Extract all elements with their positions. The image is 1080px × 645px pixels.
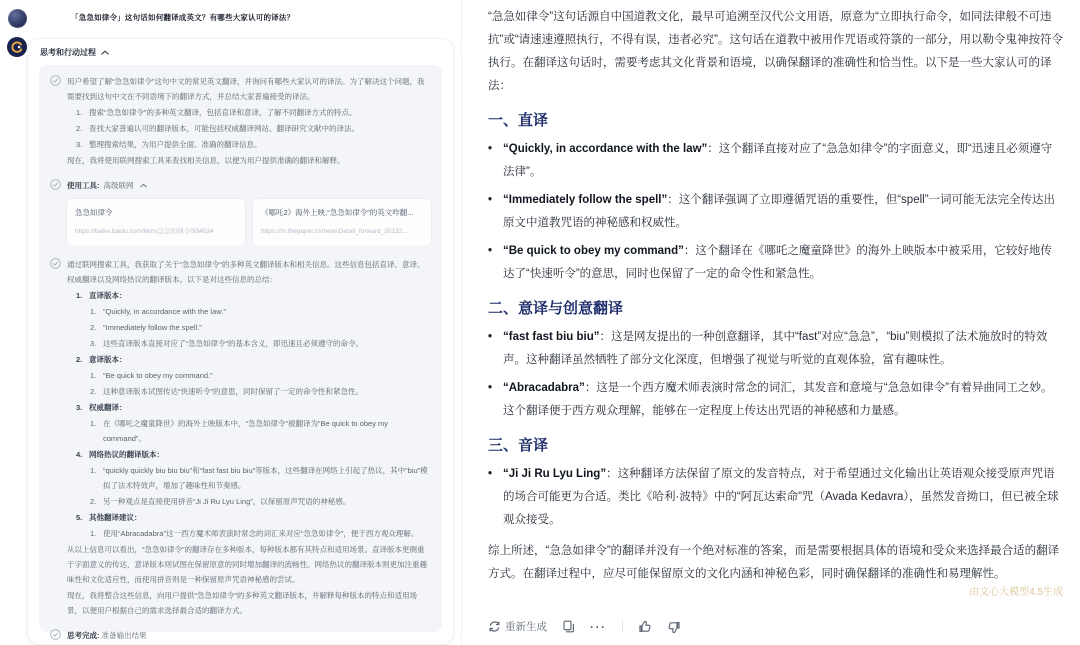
bullet-body: ：这是一个西方魔术师表演时常念的词汇，其发音和意境与“急急如律令”有着异曲同工之妙。这个翻译便于西方观众理解，能够在一定程度上传达出咒语的神秘感和力量感。 (503, 382, 1053, 417)
copy-button[interactable] (562, 620, 575, 633)
section-heading: 二、意译与创意翻译 (488, 300, 624, 317)
regenerate-label: 重新生成 (505, 621, 547, 633)
step-content (67, 73, 431, 169)
list-marker: 1. (76, 108, 83, 117)
step-list-item (67, 137, 431, 152)
list-marker: 1. (90, 466, 97, 475)
bullet-lead: “fast fast biu biu” (503, 331, 600, 343)
regenerate-button[interactable] (488, 619, 547, 634)
step-list-item (67, 368, 431, 383)
list-text: 这种意译版本试图传达“快速听令”的意思，同时保留了一定的命令性和紧急性。 (103, 387, 363, 396)
answer-bullet (488, 240, 1063, 286)
bullet-text (503, 326, 1063, 372)
bullet-lead: “Abracadabra” (503, 382, 585, 394)
step-list-item (67, 121, 431, 136)
list-text: “Be quick to obey my command.” (103, 371, 213, 380)
step-list-item (67, 494, 431, 509)
bullet-text (503, 463, 1063, 532)
list-text: 搜索“急急如律令”的多种英文翻译，包括直译和意译，了解不同翻译方式的特点。 (89, 108, 357, 117)
step-list-item (67, 400, 431, 415)
tool-use-row[interactable] (67, 178, 431, 193)
answer-bullet (488, 463, 1063, 532)
bullet-body: ：这个翻译直接对应了“急急如律令”的字面意义，即“迅速且必须遵守法律”。 (503, 143, 1053, 178)
assistant-avatar (7, 37, 27, 57)
bullet-dot-icon: • (488, 331, 493, 343)
step-paragraph: 从以上信息可以看出，“急急如律令”的翻译存在多种版本，每种版本都有其特点和适用场景。直译版本更侧重于字面意义的传达，意译版本则试图在保留原意的同时增加翻译的流畅性。网络热议的翻译版本则更加注重趣味性和文化适应性，而使用拼音则是一种保留原声咒语神秘感的尝试。 (67, 545, 427, 584)
source-url: https://m.thepaper.cn/newsDetail_forward_30132... (261, 228, 408, 235)
toolbar-divider (622, 620, 623, 633)
thinking-step (50, 177, 431, 248)
bullet-dot-icon: • (488, 468, 493, 480)
check-circle-icon (50, 179, 61, 190)
bullet-body: ：这个翻译在《哪吒之魔童降世》的海外上映版本中被采用，它较好地传达了“快速听令”的意思，同时也保留了一定的命令性和紧急性。 (503, 245, 1052, 280)
step-list-item (67, 510, 431, 525)
list-text: 权威翻译： (89, 403, 127, 412)
thinking-done-label: 思考完成: (67, 631, 102, 640)
bullet-text (503, 138, 1063, 184)
conversation-panel (0, 0, 461, 645)
thumbs-up-button[interactable] (638, 620, 652, 634)
check-circle-icon (50, 629, 61, 640)
thinking-step (50, 627, 431, 644)
chevron-up-icon (140, 183, 147, 188)
answer-bullet (488, 189, 1063, 235)
list-marker: 1. (90, 419, 97, 428)
check-circle-icon (50, 258, 61, 269)
thinking-step (50, 73, 431, 169)
source-title: 急急如律令 (75, 208, 113, 217)
list-marker: 3. (76, 403, 83, 412)
source-url: https://baike.baidu.com/item/急急如律令/934534 (75, 228, 214, 235)
chevron-up-icon (101, 50, 109, 55)
step-content (67, 177, 431, 248)
thinking-process-title: 思考和行动过程 (40, 48, 96, 57)
list-text: 另一种观点是直接使用拼音“Ji Ji Ru Lyu Ling”，以保留原声咒语的神秘感。 (103, 497, 351, 506)
model-watermark: 由文心大模型4.5生成 (969, 587, 1063, 598)
source-card[interactable] (67, 199, 245, 246)
bullet-lead: “Immediately follow the spell” (503, 194, 668, 206)
list-text: 使用“Abracadabra”这一西方魔术师表演时常念的词汇来对应“急急如律令”，便于西方观众理解。 (103, 529, 419, 538)
thinking-done-text: 准备输出结果 (101, 631, 147, 640)
answer-toolbar (488, 619, 681, 634)
thumbs-up-icon (638, 620, 652, 634)
list-marker: 1. (90, 529, 97, 538)
list-marker: 4. (76, 450, 83, 459)
bullet-body: ：这种翻译方法保留了原文的发音特点，对于希望通过文化输出让英语观众接受原声咒语的场合可能更为合适。类比《哈利·波特》中的“阿瓦达索命”咒（Avada Kedavra），虽然发音拗口，但已被全球观众接受。 (503, 468, 1059, 526)
bullet-dot-icon: • (488, 245, 493, 257)
answer-bullet (488, 138, 1063, 184)
list-text: 意译版本： (89, 355, 127, 364)
more-button[interactable] (590, 619, 607, 634)
list-text: 这些直译版本直接对应了“急急如律令”的基本含义，即迅速且必须遵守的命令。 (103, 339, 363, 348)
bullet-body: ：这是网友提出的一种创意翻译，其中“fast”对应“急急”，“biu”则模拟了法术施放时的特效声。这种翻译虽然牺牲了部分文化深度，但增强了视觉与听觉的直观体验，富有趣味性。 (503, 331, 1048, 366)
source-card[interactable] (253, 199, 431, 246)
step-list-item (67, 320, 431, 335)
list-text: “Quickly, in accordance with the law.” (103, 307, 226, 316)
list-text: 直译版本： (89, 291, 127, 300)
list-marker: 3. (76, 140, 83, 149)
section-heading: 三、音译 (488, 437, 549, 454)
list-marker: 3. (90, 339, 97, 348)
list-marker: 5. (76, 513, 83, 522)
step-list-item (67, 304, 431, 319)
step-paragraph: 用户希望了解“急急如律令”这句中文的常见英文翻译，并询问有哪些大家认可的译法。为了解决这个问题，我需要找到这句中文在不同语境下的翻译方式，并总结大家普遍接受的译法。 (67, 77, 425, 101)
list-marker: 2. (90, 323, 97, 332)
check-circle-icon (50, 75, 61, 86)
assistant-message-card (27, 38, 454, 645)
thinking-done-row (67, 628, 431, 643)
user-question: 「急急如律令」这句话如何翻译成英文？有哪些大家认可的译法？ (71, 13, 295, 22)
bullet-body: ：这个翻译强调了立即遵循咒语的重要性，但“spell”一词可能无法完全传达出原文中道教咒语的神秘感和权威性。 (503, 194, 1056, 229)
answer-intro: “急急如律令”这句话源自中国道教文化，最早可追溯至汉代公文用语，原意为“立即执行命令，如同法律般不可违抗”或“请速速遵照执行，不得有误，违者必究”。这句话在道教中被用作咒语或符箓的一部分，用以勒令鬼神按符令执行。在翻译这句话时，需要考虑其文化背景和语境，以确保翻译的准确性和恰当性。以下是一些大家认可的译法： (488, 11, 1063, 92)
step-list-item (67, 463, 431, 493)
list-text: 网络热议的翻译版本： (89, 450, 164, 459)
answer-conclusion: 综上所述，“急急如律令”的翻译并没有一个绝对标准的答案，而是需要根据具体的语境和受众来选择最合适的翻译方式。在翻译过程中，应尽可能保留原文的文化内涵和神秘色彩，同时确保翻译的准确性和易理解性。 (488, 545, 1060, 580)
answer-panel (461, 0, 1080, 645)
tool-use-value: 高级联网 (103, 181, 134, 190)
list-text: “quickly quickly biu biu biu”和“fast fast biu biu”等版本，这些翻译在网络上引起了热议，其中“biu”模拟了法术特效声，增加了趣味性和节奏感。 (103, 466, 428, 490)
step-paragraph: 现在，我将使用联网搜索工具来查找相关信息，以便为用户提供准确的翻译和解释。 (67, 156, 345, 165)
list-marker: 1. (90, 371, 97, 380)
list-marker: 2. (90, 497, 97, 506)
list-text: 查找大家普遍认可的翻译版本，可能包括权威翻译网站、翻译研究文献中的译法。 (89, 124, 359, 133)
step-paragraph: 现在，我将整合这些信息，向用户提供“急急如律令”的多种英文翻译版本，并解释每种版本的特点和适用场景，以便用户根据自己的需求选择最合适的翻译方式。 (67, 591, 417, 615)
step-list-item (67, 384, 431, 399)
step-list-item (67, 288, 431, 303)
step-list-item (67, 352, 431, 367)
bullet-lead: “Quickly, in accordance with the law” (503, 143, 708, 155)
answer-bullet (488, 377, 1063, 423)
tool-use-label: 使用工具: (67, 181, 100, 190)
section-heading: 一、直译 (488, 112, 549, 129)
bullet-lead: “Be quick to obey my command” (503, 245, 684, 257)
step-list-item (67, 416, 431, 446)
list-marker: 1. (76, 291, 83, 300)
bullet-dot-icon: • (488, 143, 493, 155)
step-list-item (67, 105, 431, 120)
step-list-item (67, 526, 431, 541)
step-content (67, 627, 431, 644)
bullet-text (503, 377, 1063, 423)
bullet-lead: “Ji Ji Ru Lyu Ling” (503, 468, 607, 480)
user-avatar (8, 9, 27, 28)
thumbs-down-icon (667, 620, 681, 634)
list-text: 其他翻译建议： (89, 513, 142, 522)
list-marker: 2. (76, 355, 83, 364)
answer-sections (488, 111, 1063, 532)
more-label: ··· (590, 619, 607, 634)
step-content (67, 256, 431, 619)
thinking-process-toggle[interactable] (40, 47, 109, 58)
list-marker: 2. (90, 387, 97, 396)
bullet-dot-icon: • (488, 194, 493, 206)
refresh-icon (488, 620, 501, 633)
bullet-dot-icon: • (488, 382, 493, 394)
source-cards (67, 199, 431, 246)
step-list-item (67, 447, 431, 462)
list-text: 整理搜索结果，为用户提供全面、准确的翻译信息。 (89, 140, 262, 149)
step-list-item (67, 336, 431, 351)
source-title: 《哪吒2》海外上映,“急急如律令”的英文咋翻... (261, 208, 414, 217)
list-text: 在《哪吒之魔童降世》的海外上映版本中，“急急如律令”被翻译为“Be quick to obey my command”。 (103, 419, 389, 443)
bullet-text (503, 240, 1063, 286)
copy-icon (562, 620, 575, 633)
answer-bullet (488, 326, 1063, 372)
thinking-process-box (39, 65, 442, 640)
list-marker: 1. (90, 307, 97, 316)
wenxin-logo-icon (10, 40, 24, 54)
thinking-step (50, 256, 431, 619)
list-marker: 2. (76, 124, 83, 133)
step-paragraph: 通过联网搜索工具，我获取了关于“急急如律令”的多种英文翻译版本和相关信息。这些信息包括直译、意译、权威翻译以及网络热议的翻译版本。以下是对这些信息的总结： (67, 260, 425, 284)
thumbs-down-button[interactable] (667, 620, 681, 634)
list-text: “Immediately follow the spell.” (103, 323, 202, 332)
bullet-text (503, 189, 1063, 235)
